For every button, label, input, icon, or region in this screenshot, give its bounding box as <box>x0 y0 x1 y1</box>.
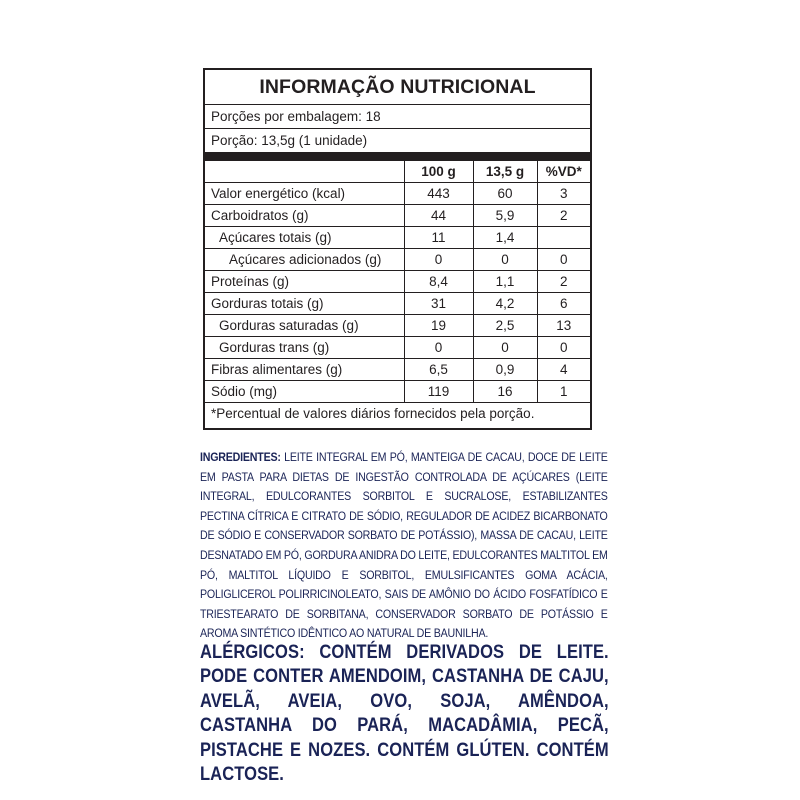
nutrient-label: Carboidratos (g) <box>205 205 404 227</box>
value-per-serving: 4,2 <box>473 293 537 315</box>
nutrient-label: Sódio (mg) <box>205 381 404 403</box>
nutrition-row <box>205 227 590 249</box>
nutrient-label: Gorduras saturadas (g) <box>205 315 404 337</box>
nutrient-label: Fibras alimentares (g) <box>205 359 404 381</box>
value-per-serving: 60 <box>473 183 537 205</box>
value-per-serving: 0 <box>473 337 537 359</box>
nutrition-title: INFORMAÇÃO NUTRICIONAL <box>205 70 590 105</box>
serving-size: Porção: 13,5g (1 unidade) <box>211 133 368 148</box>
value-per-serving: 2,5 <box>473 315 537 337</box>
nutrient-label: Gorduras totais (g) <box>205 293 404 315</box>
header-daily-value: %VD* <box>537 161 590 183</box>
value-per-serving: 0 <box>473 249 537 271</box>
ingredients-text <box>200 448 608 644</box>
header-blank <box>205 161 404 183</box>
value-per-100g: 44 <box>404 205 473 227</box>
value-per-100g: 0 <box>404 337 473 359</box>
nutrition-row <box>205 249 590 271</box>
ingredients-label: INGREDIENTES: <box>200 450 281 464</box>
value-per-100g: 119 <box>404 381 473 403</box>
nutrition-header-row <box>205 161 590 183</box>
value-per-serving: 1,1 <box>473 271 537 293</box>
value-daily: 6 <box>537 293 590 315</box>
nutrition-row <box>205 381 590 403</box>
nutrition-facts-table <box>203 68 592 430</box>
value-per-serving: 16 <box>473 381 537 403</box>
value-daily: 0 <box>537 337 590 359</box>
nutrition-row <box>205 359 590 381</box>
nutrition-row <box>205 271 590 293</box>
value-daily: 1 <box>537 381 590 403</box>
daily-value-footnote: *Percentual de valores diários fornecidos pela porção. <box>211 406 535 421</box>
nutrition-grid <box>205 161 590 403</box>
nutrition-row <box>205 183 590 205</box>
value-daily: 13 <box>537 315 590 337</box>
nutrient-label: Gorduras trans (g) <box>205 337 404 359</box>
value-per-serving: 1,4 <box>473 227 537 249</box>
value-per-serving: 0,9 <box>473 359 537 381</box>
header-per-serving: 13,5 g <box>473 161 537 183</box>
value-per-100g: 19 <box>404 315 473 337</box>
value-daily: 2 <box>537 271 590 293</box>
nutrient-label: Açúcares adicionados (g) <box>205 249 404 271</box>
thick-divider <box>205 152 590 161</box>
value-daily <box>537 227 590 249</box>
nutrition-row <box>205 337 590 359</box>
value-daily: 0 <box>537 249 590 271</box>
value-per-serving: 5,9 <box>473 205 537 227</box>
ingredients-list: LEITE INTEGRAL EM PÓ, MANTEIGA DE CACAU, DOCE DE LEITE EM PASTA PARA DIETAS DE INGESTÃO CONTROLADA DE AÇÚCARES (LEITE INTEGRAL, EDULCORANTES SORBITOL E SUCRALOSE, ESTABILIZANTES PECTINA CÍTRICA E CITRATO DE SÓDIO, REGULADOR DE ACIDEZ BICARBONATO DE SÓDIO E CONSERVADOR SORBATO DE POTÁSSIO), MASSA DE CACAU, LEITE DESNATADO EM PÓ, GORDURA ANIDRA DO LEITE, EDULCORANTES MALTITOL EM PÓ, MALTITOL LÍQUIDO E SORBITOL, EMULSIFICANTES GOMA ACÁCIA, POLIGLICEROL POLIRRICINOLEATO, SAIS DE AMÔNIO DO ÁCIDO FOSFATÍDICO E TRIESTEARATO DE SORBITANA, CONSERVADOR SORBATO DE POTÁSSIO E AROMA SINTÉTICO IDÊNTICO AO NATURAL DE BAUNILHA. <box>200 450 608 641</box>
nutrient-label: Valor energético (kcal) <box>205 183 404 205</box>
header-per-100g: 100 g <box>404 161 473 183</box>
nutrient-label: Proteínas (g) <box>205 271 404 293</box>
value-per-100g: 31 <box>404 293 473 315</box>
value-per-100g: 6,5 <box>404 359 473 381</box>
servings-per-package: Porções por embalagem: 18 <box>205 105 590 129</box>
nutrition-row <box>205 315 590 337</box>
allergens-text: ALÉRGICOS: CONTÉM DERIVADOS DE LEITE. PODE CONTER AMENDOIM, CASTANHA DE CAJU, AVELÃ, AVEIA, OVO, SOJA, AMÊNDOA, CASTANHA DO PARÁ, MACADÂMIA, PECÃ, PISTACHE E NOZES. CONTÉM GLÚTEN. CONTÉM LACTOSE. <box>200 641 609 786</box>
value-daily: 4 <box>537 359 590 381</box>
value-daily: 2 <box>537 205 590 227</box>
value-per-100g: 8,4 <box>404 271 473 293</box>
value-daily: 3 <box>537 183 590 205</box>
value-per-100g: 0 <box>404 249 473 271</box>
nutrition-row <box>205 205 590 227</box>
value-per-100g: 443 <box>404 183 473 205</box>
nutrition-row <box>205 293 590 315</box>
value-per-100g: 11 <box>404 227 473 249</box>
nutrient-label: Açúcares totais (g) <box>205 227 404 249</box>
